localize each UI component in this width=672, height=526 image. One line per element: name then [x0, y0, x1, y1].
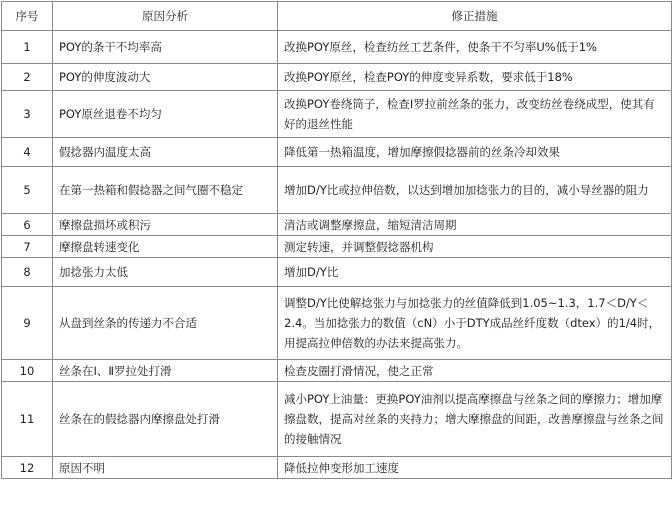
cause-cell: POY原丝退卷不均匀 [53, 91, 278, 138]
cause-cell: POY的条干不均率高 [53, 31, 278, 64]
header-fix: 修正措施 [278, 2, 672, 31]
fix-cell: 检查皮圈打滑情况，使之正常 [278, 360, 672, 382]
row-number: 5 [2, 167, 53, 214]
fix-cell: 清洁或调整摩擦盘，缩短清洁周期 [278, 214, 672, 236]
table-row [2, 236, 672, 258]
fix-cell: 降低拉伸变形加工速度 [278, 457, 672, 479]
header-cause: 原因分析 [53, 2, 278, 31]
row-number: 8 [2, 258, 53, 287]
table-row [2, 138, 672, 167]
table-row [2, 91, 672, 138]
fix-cell: 减小POY上油量：更换POY油剂以提高摩擦盘与丝条之间的摩擦力；增加摩擦盘数，提高对丝条的夹持力；增大摩擦盘的间距，改善摩擦盘与丝条之间的接触情况 [278, 382, 672, 457]
row-number: 4 [2, 138, 53, 167]
table-row [2, 167, 672, 214]
row-number: 11 [2, 382, 53, 457]
row-number: 10 [2, 360, 53, 382]
table-row [2, 31, 672, 64]
fix-cell: 降低第一热箱温度，增加摩擦假捻器前的丝条冷却效果 [278, 138, 672, 167]
fix-cell: 改换POY原丝，检查纺丝工艺条件，使条干不匀率U%低于1% [278, 31, 672, 64]
fix-cell: 改换POY原丝，检查POY的伸度变异系数，要求低于18% [278, 64, 672, 91]
cause-cell: 丝条在Ⅰ、Ⅱ罗拉处打滑 [53, 360, 278, 382]
table-header-row [2, 2, 672, 31]
cause-cell: 原因不明 [53, 457, 278, 479]
fix-cell: 调整D/Y比使解捻张力与加捻张力的丝值降低到1.05~1.3，1.7＜D/Y＜2.4。当加捻张力的数值（cN）小于DTY成品丝纤度数（dtex）的1/4时，用提高拉伸倍数的办法来提高张力。 [278, 287, 672, 360]
cause-cell: 假捻器内温度太高 [53, 138, 278, 167]
cause-cell: 摩擦盘损坏或积污 [53, 214, 278, 236]
row-number: 2 [2, 64, 53, 91]
table-row [2, 382, 672, 457]
row-number: 3 [2, 91, 53, 138]
table-row [2, 287, 672, 360]
table-row [2, 360, 672, 382]
row-number: 7 [2, 236, 53, 258]
cause-cell: POY的伸度波动大 [53, 64, 278, 91]
cause-cell: 摩擦盘转速变化 [53, 236, 278, 258]
fix-cell: 增加D/Y比或拉伸倍数，以达到增加加捻张力的目的，减小导丝器的阻力 [278, 167, 672, 214]
fix-cell: 增加D/Y比 [278, 258, 672, 287]
row-number: 9 [2, 287, 53, 360]
table-row [2, 258, 672, 287]
cause-cell: 从盘到丝条的传递力不合适 [53, 287, 278, 360]
row-number: 6 [2, 214, 53, 236]
cause-remedy-table [1, 1, 672, 479]
fix-cell: 测定转速，并调整假捻器机构 [278, 236, 672, 258]
table-row [2, 457, 672, 479]
table-row [2, 214, 672, 236]
cause-cell: 加捻张力太低 [53, 258, 278, 287]
cause-cell: 丝条在的假捻器内摩擦盘处打滑 [53, 382, 278, 457]
cause-cell: 在第一热箱和假捻器之间气圈不稳定 [53, 167, 278, 214]
table-row [2, 64, 672, 91]
header-no: 序号 [2, 2, 53, 31]
fix-cell: 改换POY卷绕筒子，检查Ⅰ罗拉前丝条的张力，改变纺丝卷绕成型，使其有好的退丝性能 [278, 91, 672, 138]
row-number: 1 [2, 31, 53, 64]
row-number: 12 [2, 457, 53, 479]
